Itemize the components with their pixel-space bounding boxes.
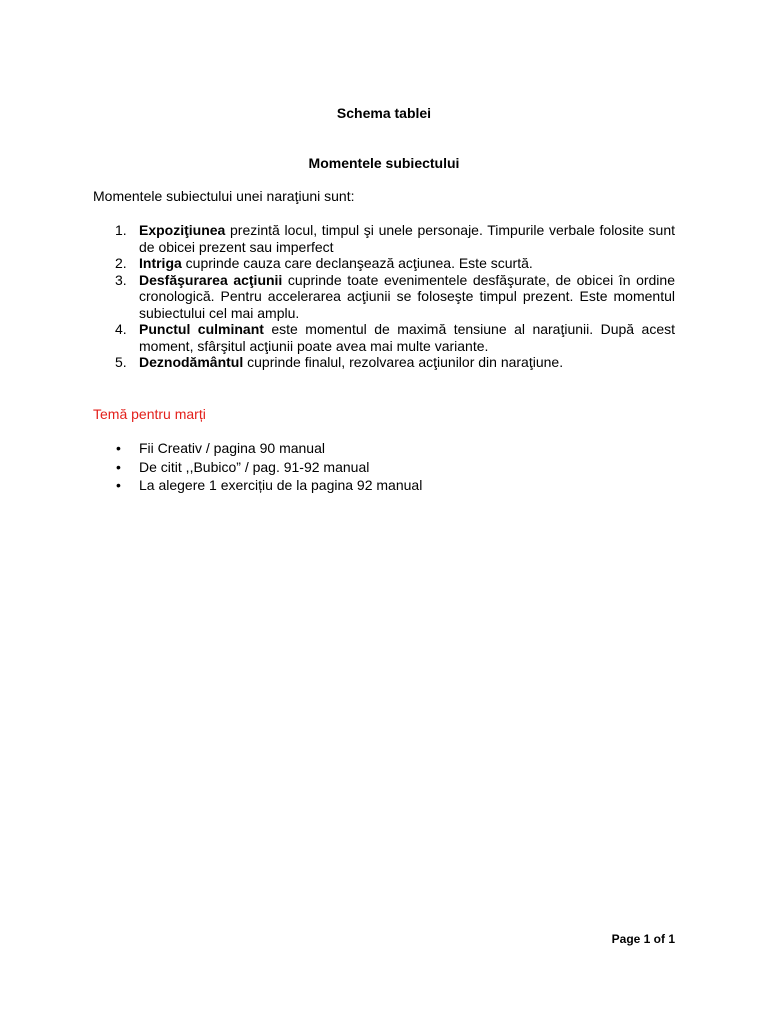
list-number: 1. (115, 222, 127, 238)
bullet-icon: • (116, 440, 121, 456)
list-text: cuprinde cauza care declanşează acţiunea. Este scurtă. (181, 255, 533, 271)
homework-list (93, 439, 422, 495)
list-text: este momentul de maximă tensiune al naraţiunii. După acest moment, sfârşitul acţiunii poate avea mai multe variante. (139, 321, 675, 354)
list-term: Expoziţiunea (139, 222, 226, 238)
bullet-icon: • (116, 458, 121, 475)
list-item (93, 321, 675, 354)
list-item (93, 458, 422, 477)
list-term: Deznodământul (139, 354, 244, 370)
list-text: cuprinde finalul, rezolvarea acţiunilor din naraţiune. (243, 354, 564, 370)
list-text: prezintă locul, timpul şi unele personaje. Timpurile verbale folosite sunt de obicei prezent sau imperfect (139, 222, 675, 255)
list-item (93, 439, 422, 458)
bullet-text: La alegere 1 exercițiu de la pagina 92 manual (139, 477, 423, 493)
list-item (93, 222, 675, 255)
page-number: Page 1 of 1 (611, 932, 675, 946)
homework-heading: Temă pentru marți (93, 406, 206, 422)
intro-paragraph: Momentele subiectului unei naraţiuni sunt: (93, 188, 355, 204)
list-number: 5. (115, 354, 127, 370)
list-number: 4. (115, 321, 127, 337)
list-term: Intriga (139, 255, 182, 271)
list-term: Desfăşurarea acţiunii (139, 271, 283, 288)
list-item (93, 255, 675, 272)
bullet-icon: • (116, 477, 121, 493)
bullet-text: De citit ,,Bubico” / pag. 91-92 manual (139, 458, 370, 475)
list-item (93, 272, 675, 322)
list-number: 3. (115, 271, 127, 288)
list-text: cuprinde toate evenimentele desfăşurate, de obicei în ordine cronologică. Pentru accelerarea acţiunii se foloseşte timpul prezent. Este momentul subiectului cel mai amplu. (139, 271, 675, 321)
list-item (93, 476, 422, 495)
bullet-text: Fii Creativ / pagina 90 manual (139, 440, 325, 456)
list-term: Punctul culminant (139, 321, 264, 337)
document-subtitle: Momentele subiectului (308, 155, 460, 171)
list-item (93, 354, 675, 371)
list-number: 2. (115, 255, 127, 271)
moments-list (93, 222, 675, 371)
document-title: Schema tablei (336, 105, 432, 121)
